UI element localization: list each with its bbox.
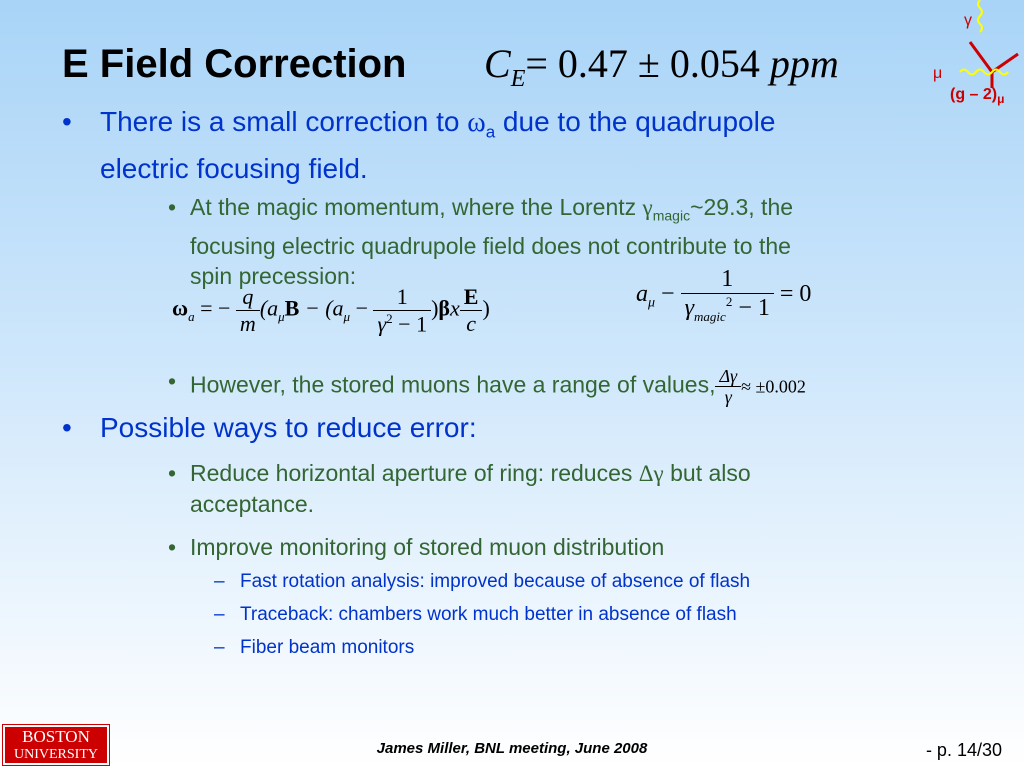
list-item: – Fast rotation analysis: improved because of absence of flash — [214, 571, 751, 592]
footer-text: James Miller, BNL meeting, June 2008 — [376, 740, 648, 757]
university-logo: BOSTON UNIVERSITY — [3, 725, 109, 765]
sub-bullet-1: • At the magic momentum, where the Lorentz $\gamma_{magic}\sim 29.3$, the focusing electric quadrupole field does not contribute to the spin precession: — [168, 194, 794, 289]
page-number: - p. 14/30 — [925, 740, 1002, 760]
g2-logo — [920, 0, 1024, 120]
bullet-dot: • — [62, 106, 72, 137]
sub-bullet-2: • However, the stored muons have a range of values, $\frac{\Delta\gamma}{\gamma}$ ≈ ±0.002 — [168, 366, 806, 407]
ce-equation — [484, 40, 839, 93]
page-title: E Field Correction — [62, 42, 407, 86]
logo-mu: μ — [933, 65, 943, 82]
ce-symbol: C — [484, 41, 511, 86]
logo-label: $(g - 2)_\mu$ — [950, 86, 1005, 107]
list-item: – Fiber beam monitors — [214, 637, 415, 658]
magic-equation: $a_\mu$ − $\frac{1}{\gamma_{magic}^2 - 1}$ = 0 — [636, 266, 812, 324]
ce-value: = 0.47 ± 0.054 — [525, 41, 770, 86]
dash-list — [214, 570, 974, 669]
list-item: – Traceback: chambers work much better in absence of flash — [214, 604, 737, 625]
logo-gamma: γ — [964, 12, 972, 29]
sub-bullet-4: • Improve monitoring of stored muon distribution — [168, 534, 665, 560]
omega-equation: $\omega_a$ = − $\frac{q}{m}$ ($a_\mu B - (a_\mu$ − $\frac{1}{\gamma^2 - 1}$ )βx $\frac{E}{c}$ ) — [172, 284, 490, 337]
bullet-2: • Possible ways to reduce error: — [62, 412, 477, 443]
bullet-1: • There is a small correction to $\omega_a$ due to the quadrupole electric focusing field. — [62, 106, 776, 184]
sub-bullet-3: • Reduce horizontal aperture of ring: reduces Δγ but also acceptance. — [168, 460, 751, 517]
ce-sub: E — [510, 66, 526, 92]
ce-unit: ppm — [769, 41, 839, 86]
